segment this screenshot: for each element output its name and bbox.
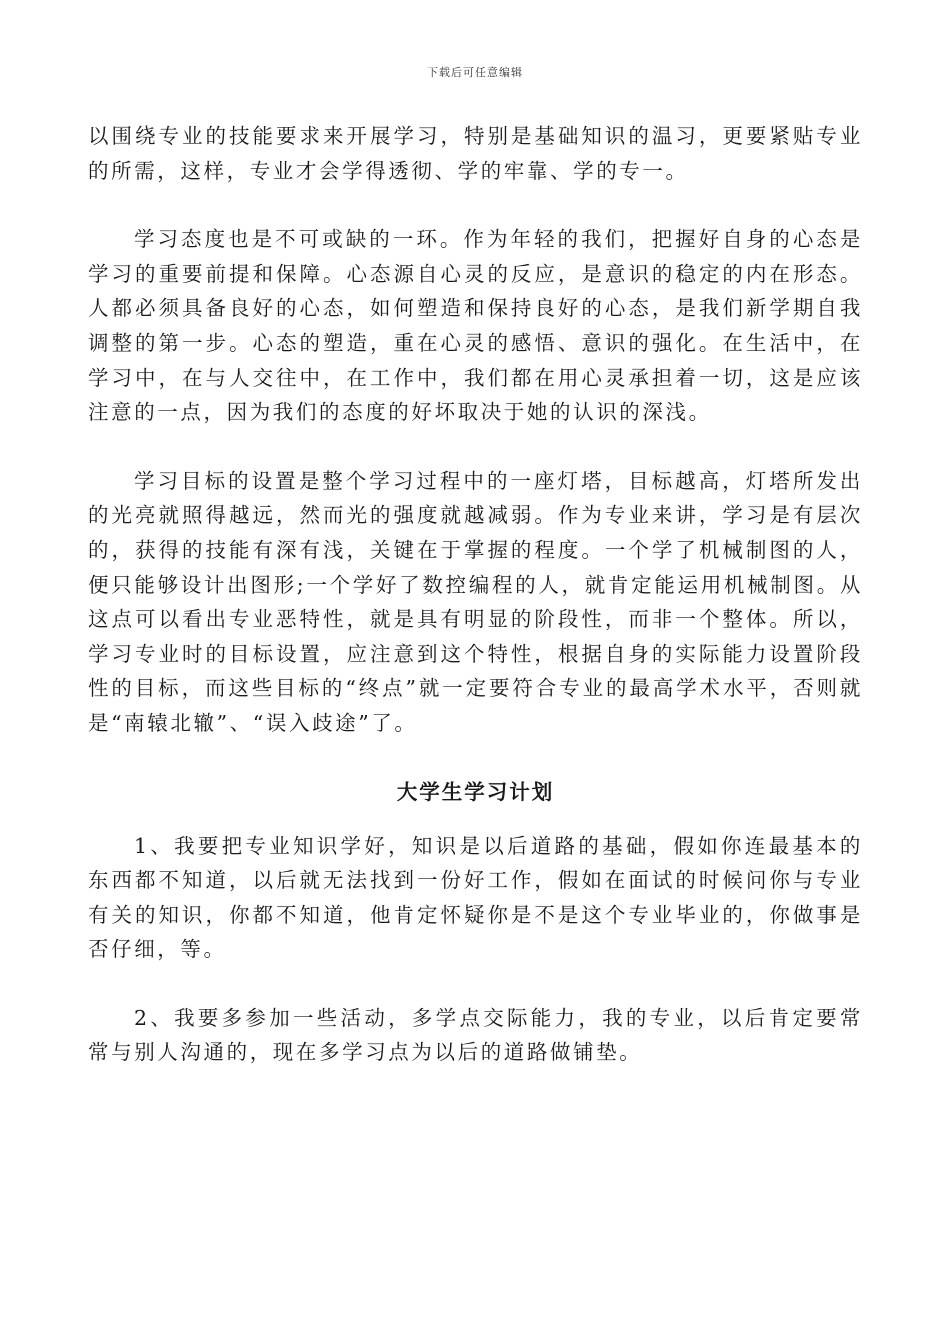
paragraph-learning-attitude: 学习态度也是不可或缺的一环。作为年轻的我们，把握好自身的心态是学习的重要前提和保障。心态源自心灵的反应，是意识的稳定的内在形态。人都必须具备良好的心态，如何塑造和保持良好的心态，是我们新学期自我调整的第一步。心态的塑造，重在心灵的感悟、意识的强化。在生活中，在学习中，在与人交往中，在工作中，我们都在用心灵承担着一切，这是应该注意的一点，因为我们的态度的好坏取决于她的认识的深浅。	[88, 227, 863, 425]
section-title: 大学生学习计划	[396, 779, 555, 804]
running-header: 下载后可任意编辑	[427, 66, 523, 79]
plan-item-1: 1、我要把专业知识学好，知识是以后道路的基础，假如你连最基本的东西都不知道，以后就无法找到一份好工作，假如在面试的时候问你与专业有关的知识，你都不知道，他肯定怀疑你是不是这个专业毕业的，你做事是否仔细，等。	[88, 833, 863, 962]
paragraph-continuation: 以围绕专业的技能要求来开展学习，特别是基础知识的温习，更要紧贴专业的所需，这样，专业才会学得透彻、学的牢靠、学的专一。	[88, 124, 863, 183]
document-body	[88, 119, 863, 1070]
plan-item-2: 2、我要多参加一些活动，多学点交际能力，我的专业，以后肯定要常常与别人沟通的，现在多学习点为以后的道路做铺垫。	[88, 1005, 863, 1065]
paragraph-learning-goals: 学习目标的设置是整个学习过程中的一座灯塔，目标越高，灯塔所发出的光亮就照得越远，然而光的强度就越减弱。作为专业来讲，学习是有层次的，获得的技能有深有浅，关键在于掌握的程度。一个学了机械制图的人，便只能够设计出图形;一个学好了数控编程的人，就肯定能运用机械制图。从这点可以看出专业恶特性，就是具有明显的阶段性，而非一个整体。所以，学习专业时的目标设置，应注意到这个特性，根据自身的实际能力设置阶段性的目标，而这些目标的“终点”就一定要符合专业的最高学术水平，否则就是“南辕北辙”、“误入歧途”了。	[88, 468, 863, 735]
